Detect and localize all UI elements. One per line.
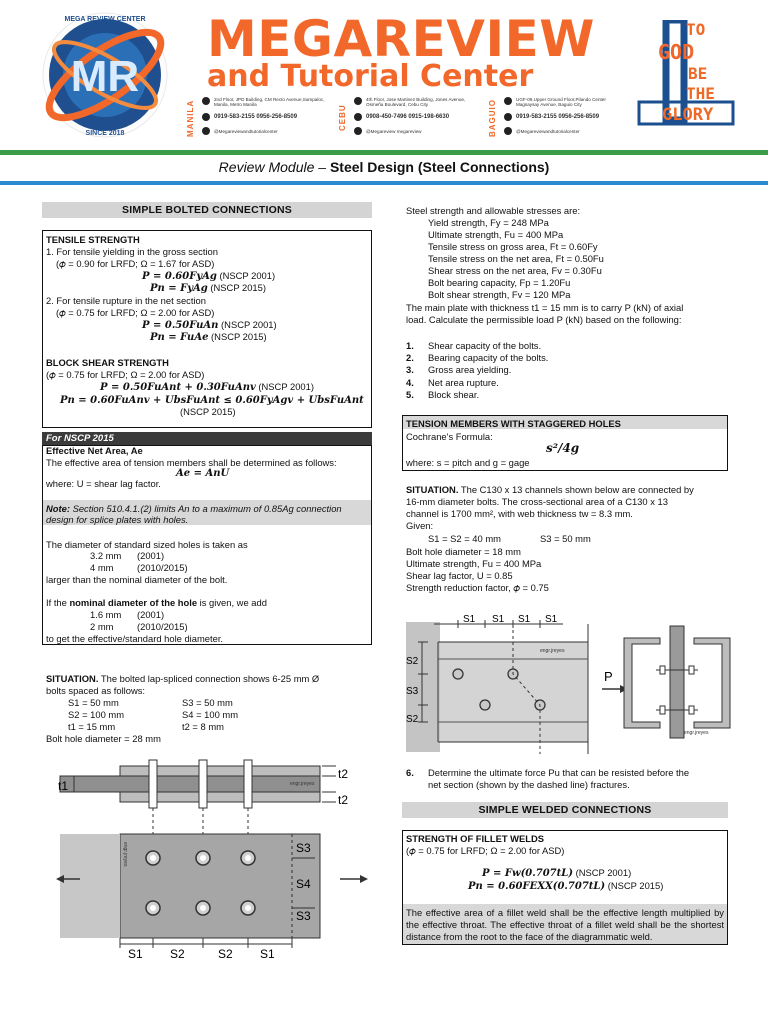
effective-area-text: The effective area of a fillet weld shall be the effective length multiplied by the effective throat. The effective throat of a fillet weld shall be the shortest distance from the root to the face of the diagrammatic weld. — [406, 907, 724, 942]
text-line: Cochrane's Formula: — [406, 431, 493, 442]
hole-year: (2010/2015) — [137, 562, 188, 573]
figure-credit: engr.jreyes — [684, 730, 709, 736]
lap-splice-figure — [40, 752, 380, 1024]
subheading-eff-net-area: Effective Net Area, Ae — [46, 445, 143, 456]
stress-item: Bolt shear strength, Fv = 120 MPa — [428, 289, 571, 300]
label-t1: t1 — [58, 779, 69, 793]
label-s3: S3 — [296, 841, 311, 855]
location-icon — [504, 97, 512, 105]
channel-right — [694, 638, 730, 728]
phone-icon — [202, 113, 210, 121]
question-text: net section (shown by the dashed line) fractures. — [428, 779, 630, 790]
label-s1: S1 — [518, 614, 531, 625]
given-value: S3 = 50 mm — [540, 533, 591, 544]
stress-item: Tensile stress on gross area, Ft = 0.60Fy — [428, 241, 598, 252]
title-prefix: Review Module – — [218, 159, 330, 175]
location-icon — [202, 97, 210, 105]
branch-manila — [186, 95, 326, 143]
phone-icon — [354, 113, 362, 121]
title-topic: Steel Design (Steel Connections) — [329, 159, 550, 175]
equation: P = 0.50FuAnt + 0.30FuAnv — [100, 382, 256, 393]
question-number: 2. — [406, 352, 414, 363]
figure-credit: engr.jreyes — [540, 648, 565, 654]
equation: Pn = FyAg — [150, 283, 208, 294]
question-number: 3. — [406, 364, 414, 375]
equation-tag: (NSCP 2001) — [573, 867, 632, 878]
slogan-word: GLORY — [662, 105, 714, 125]
branch-social: @Megareviewandtutorialcenter — [214, 129, 278, 134]
branch-social: @Megareview megareview — [366, 129, 422, 134]
nscp-2015-bar: For NSCP 2015 — [42, 432, 372, 445]
equation: P = 0.60FyAg — [142, 271, 217, 282]
text-line: Given: — [406, 520, 434, 531]
situation-label: SITUATION. — [46, 673, 99, 684]
subheading-tensile: TENSILE STRENGTH — [46, 234, 140, 245]
text-line: (𝜙 = 0.75 for LRFD; Ω = 2.00 for ASD) — [56, 307, 215, 318]
branch-address: UGF-09,Upper Ground Floor,Pilando Center Magsaysay Avenue, Baguio City — [516, 97, 606, 107]
text-line: 1. For tensile yielding in the gross section — [46, 246, 218, 257]
situation-label: SITUATION. — [406, 484, 459, 495]
text-line: to get the effective/standard hole diameter. — [46, 633, 224, 644]
label-s3: S3 — [406, 686, 419, 697]
section-heading-welded: SIMPLE WELDED CONNECTIONS — [402, 802, 728, 818]
text-line: load. Calculate the permissible load P (kN) based on the following: — [406, 314, 682, 325]
question-text: Bearing capacity of the bolts. — [428, 352, 549, 363]
text-line: where: U = shear lag factor. — [46, 478, 161, 489]
label-s2: S2 — [170, 947, 185, 961]
facebook-icon — [504, 127, 512, 135]
branch-city: CEBU — [338, 104, 347, 132]
slogan-word: TO — [686, 20, 706, 39]
given-value: S3 = 50 mm — [182, 697, 233, 708]
branch-social: @Megareviewandtutorialcenter — [516, 129, 580, 134]
equation-tag: (NSCP 2015) — [208, 331, 267, 342]
facebook-icon — [354, 127, 362, 135]
facebook-icon — [202, 127, 210, 135]
splice-plate-plan — [120, 834, 320, 938]
stress-item: Yield strength, Fy = 248 MPa — [428, 217, 549, 228]
question-number: 4. — [406, 377, 414, 388]
question-number: 1. — [406, 340, 414, 351]
text-line: The main plate with thickness t1 = 15 mm is to carry P (kN) of axial — [406, 302, 684, 313]
question-text: Determine the ultimate force Pu that can be resisted before the — [428, 767, 690, 778]
branch-baguio — [488, 95, 628, 143]
given-value: S1 = S2 = 40 mm — [428, 533, 501, 544]
label-s2: S2 — [406, 714, 419, 725]
figure-credit: engr.jreyes — [290, 781, 315, 787]
label-t2-top: t2 — [338, 767, 349, 781]
text-line: (𝜙 = 0.75 for LRFD; Ω = 2.00 for ASD) — [406, 845, 565, 856]
label-s1: S1 — [260, 947, 275, 961]
note-text: design for splice plates with holes. — [46, 514, 189, 525]
text-line: (𝜙 = 0.90 for LRFD; Ω = 1.67 for ASD) — [56, 258, 215, 269]
given-value: S4 = 100 mm — [182, 709, 239, 720]
label-s4: S4 — [296, 877, 311, 891]
brand-subtitle: and Tutorial Center — [207, 59, 534, 94]
equation: P = Fw(0.707tL) — [482, 868, 573, 879]
given-value: t2 = 8 mm — [182, 721, 224, 732]
question-text: Gross area yielding. — [428, 364, 512, 375]
branch-phones: 0908-450-7496 0915-198-6630 — [366, 114, 450, 120]
channel-figure — [398, 604, 738, 754]
note-label: Note: — [46, 503, 70, 514]
branch-cebu — [338, 95, 478, 143]
note-text: Section 510.4.1.(2) limits An to a maximum of 0.85Ag connection — [69, 503, 342, 514]
text-line: channel is 1700 mm², with web thickness tw = 8.3 mm. — [406, 508, 633, 519]
branch-address: 4th Floor, Jose Martinez Building, Jones Avenue, Osmeña Boulevard, Cebu City — [366, 97, 466, 107]
question-text: Block shear. — [428, 389, 480, 400]
branch-city: MANILA — [186, 99, 195, 137]
logo-ring-text: MEGA REVIEW CENTER — [64, 16, 146, 23]
given-value: t1 = 15 mm — [68, 721, 116, 732]
main-plate — [60, 776, 320, 792]
equation: P = 0.50FuAn — [142, 320, 219, 331]
add-value: 2 mm — [90, 621, 114, 632]
logo-letters: MR — [70, 52, 140, 101]
phone-icon — [504, 113, 512, 121]
channel-left — [624, 638, 660, 728]
stress-item: Ultimate strength, Fu = 400 MPa — [428, 229, 564, 240]
header — [0, 0, 768, 150]
text-line: Bolt hole diameter = 18 mm — [406, 546, 521, 557]
stress-item: Tensile stress on the net area, Ft = 0.50Fu — [428, 253, 604, 264]
text-line: The C130 x 13 channels shown below are connected by — [458, 484, 694, 495]
hole-year: (2001) — [137, 550, 165, 561]
label-s3: S3 — [296, 909, 311, 923]
text-bold: nominal diameter of the hole — [69, 597, 198, 608]
label-s1: S1 — [545, 614, 558, 625]
label-s1: S1 — [463, 614, 476, 625]
question-text: Shear capacity of the bolts. — [428, 340, 542, 351]
slogan-word: BE — [688, 64, 708, 83]
gusset-section — [670, 626, 684, 738]
given-value: S2 = 100 mm — [68, 709, 125, 720]
branch-city: BAGUIO — [488, 99, 497, 137]
location-icon — [354, 97, 362, 105]
label-s2: S2 — [218, 947, 233, 961]
text-line: Ultimate strength, Fu = 400 MPa — [406, 558, 542, 569]
add-value: 1.6 mm — [90, 609, 122, 620]
subheading-block-shear: BLOCK SHEAR STRENGTH — [46, 357, 169, 368]
text-line: Shear lag factor, U = 0.85 — [406, 570, 513, 581]
text-line: The diameter of standard sized holes is taken as — [46, 539, 248, 550]
text-line: is given, we add — [197, 597, 267, 608]
title-divider — [0, 181, 768, 185]
text-line: Strength reduction factor, 𝜙 = 0.75 — [406, 582, 549, 593]
question-text: Net area rupture. — [428, 377, 499, 388]
hole-value: 3.2 mm — [90, 550, 122, 561]
slogan-badge — [636, 20, 736, 130]
add-year: (2010/2015) — [137, 621, 188, 632]
equation-tag: (NSCP 2001) — [218, 319, 277, 330]
label-p: P — [604, 669, 613, 684]
equation: Pn = 0.60FEXX(0.707tL) — [468, 881, 606, 892]
slogan-word: THE — [686, 84, 715, 103]
question-number: 5. — [406, 389, 414, 400]
label-s1: S1 — [492, 614, 505, 625]
text-line: 2. For tensile rupture in the net section — [46, 295, 206, 306]
branch-phones: 0919-583-2155 0956-256-8509 — [516, 114, 600, 120]
section-heading-bolted: SIMPLE BOLTED CONNECTIONS — [42, 202, 372, 218]
add-year: (2001) — [137, 609, 165, 620]
stress-item: Bolt bearing capacity, Fp = 1.20Fu — [428, 277, 571, 288]
branch-address: 2nd Floor, JPD Building, CM Recto Avenue,Sampaloc, Manila, Metro Manila — [214, 97, 325, 107]
question-number: 6. — [406, 767, 414, 778]
label-s1: S1 — [128, 947, 143, 961]
equation-tag: (NSCP 2015) — [180, 406, 236, 417]
text-line: 16-mm diameter bolts. The cross-sectional area of a C130 x 13 — [406, 496, 668, 507]
text-line: where: s = pitch and g = gage — [406, 457, 530, 468]
hole-value: 4 mm — [90, 562, 114, 573]
equation-tag: (NSCP 2001) — [216, 270, 276, 281]
page-title — [0, 158, 768, 176]
equation-tag: (NSCP 2001) — [255, 381, 314, 392]
equation-tag: (NSCP 2015) — [605, 880, 664, 891]
slogan-word: GOD — [658, 40, 695, 64]
given-value: S1 = 50 mm — [68, 697, 119, 708]
figure-credit: engr.jreyes — [122, 842, 128, 867]
equation: Pn = 0.60FuAnv + UbsFuAnt ≤ 0.60FyAgv + UbsFuAnt — [60, 395, 364, 406]
header-divider — [0, 150, 768, 155]
logo-since: SINCE 2018 — [85, 130, 125, 137]
subheading-fillet: STRENGTH OF FILLET WELDS — [406, 833, 545, 844]
label-t2-bottom: t2 — [338, 793, 349, 807]
text-line: (𝜙 = 0.75 for LRFD; Ω = 2.00 for ASD) — [46, 369, 205, 380]
equation: Ae = AnU — [176, 468, 230, 479]
label-s2: S2 — [406, 656, 419, 667]
main-plate-plan — [60, 834, 120, 938]
text-line: The bolted lap-spliced connection shows 6-25 mm Ø — [98, 673, 320, 684]
equation: Pn = FuAe — [150, 332, 209, 343]
text-line: Steel strength and allowable stresses are: — [406, 205, 581, 216]
text-line: If the — [46, 597, 70, 608]
logo — [30, 5, 180, 145]
stress-item: Shear stress on the net area, Fv = 0.30Fu — [428, 265, 602, 276]
equation: s²/4g — [546, 441, 580, 455]
text-line: bolts spaced as follows: — [46, 685, 146, 696]
branch-phones: 0919-583-2155 0956-256-8509 — [214, 114, 298, 120]
brand-name: MEGAREVIEW — [207, 10, 595, 68]
text-line: The effective area of tension members shall be determined as follows: — [46, 457, 337, 468]
subheading-staggered: TENSION MEMBERS WITH STAGGERED HOLES — [406, 418, 621, 429]
equation-tag: (NSCP 2015) — [207, 282, 266, 293]
text-line: Bolt hole diameter = 28 mm — [46, 733, 161, 744]
text-line: larger than the nominal diameter of the bolt. — [46, 574, 228, 585]
